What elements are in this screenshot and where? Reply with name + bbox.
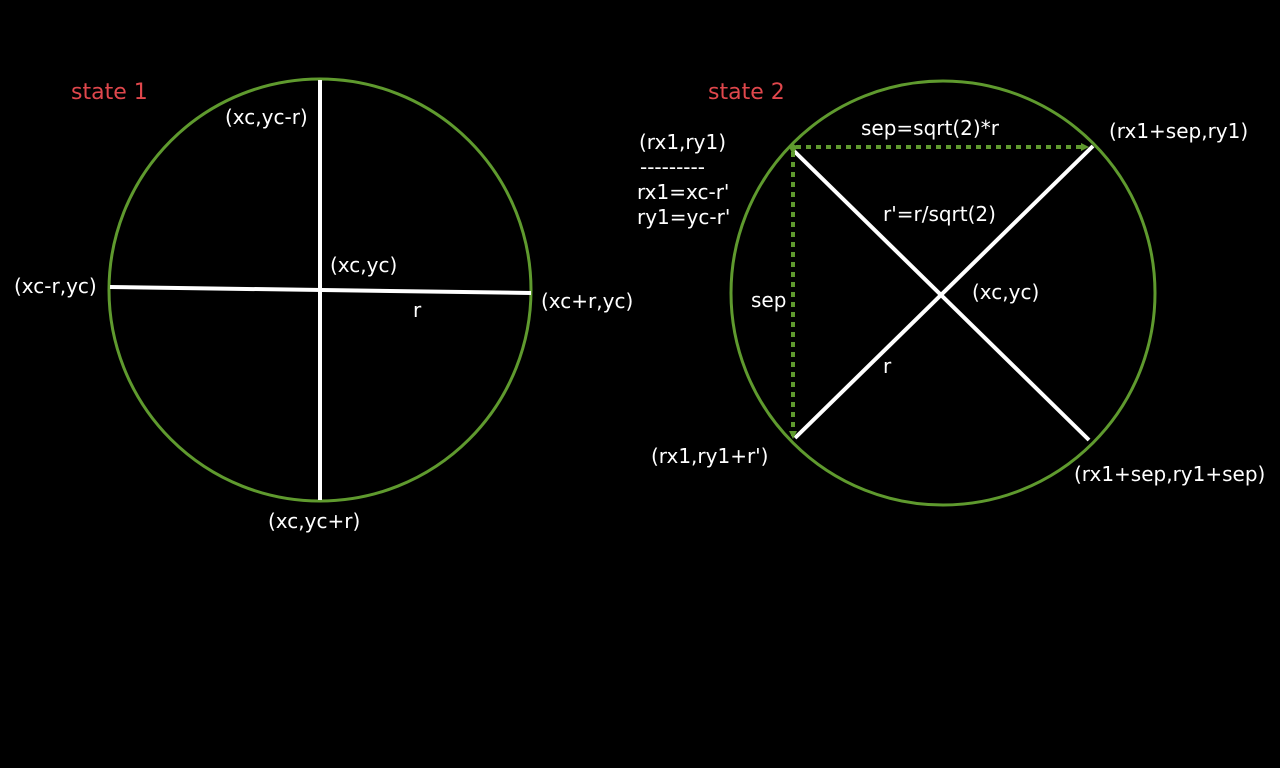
- state2-label-top-left: (rx1,ry1): [639, 130, 726, 154]
- state1-label-top: (xc,yc-r): [225, 105, 308, 129]
- state2-label-rx1-def: rx1=xc-r': [637, 180, 730, 204]
- state2-label-top-right: (rx1+sep,ry1): [1109, 119, 1249, 143]
- state2-label-sep-def: sep=sqrt(2)*r: [861, 116, 999, 140]
- state1-label-radius: r: [413, 298, 422, 322]
- state2-label-divider: ---------: [640, 155, 705, 179]
- state2-label-bottom-left: (rx1,ry1+r'): [651, 444, 769, 468]
- state1-label-center: (xc,yc): [330, 253, 398, 277]
- state1-label-right: (xc+r,yc): [541, 289, 634, 313]
- state2-label-bottom-right: (rx1+sep,ry1+sep): [1074, 462, 1266, 486]
- state1-title: state 1: [71, 80, 148, 105]
- state2-label-sep-side: sep: [751, 288, 787, 312]
- state2-label-r-prime: r'=r/sqrt(2): [883, 202, 996, 226]
- state2-label-center: (xc,yc): [972, 280, 1040, 304]
- state1-label-left: (xc-r,yc): [14, 274, 97, 298]
- state2-title: state 2: [708, 80, 785, 105]
- state2-group: [637, 80, 1265, 505]
- state2-label-ry1-def: ry1=yc-r': [637, 205, 731, 229]
- state1-group: [14, 79, 633, 533]
- state2-label-radius: r: [883, 354, 892, 378]
- state1-label-bottom: (xc,yc+r): [268, 509, 361, 533]
- state2-diagonal-up: [795, 146, 1093, 438]
